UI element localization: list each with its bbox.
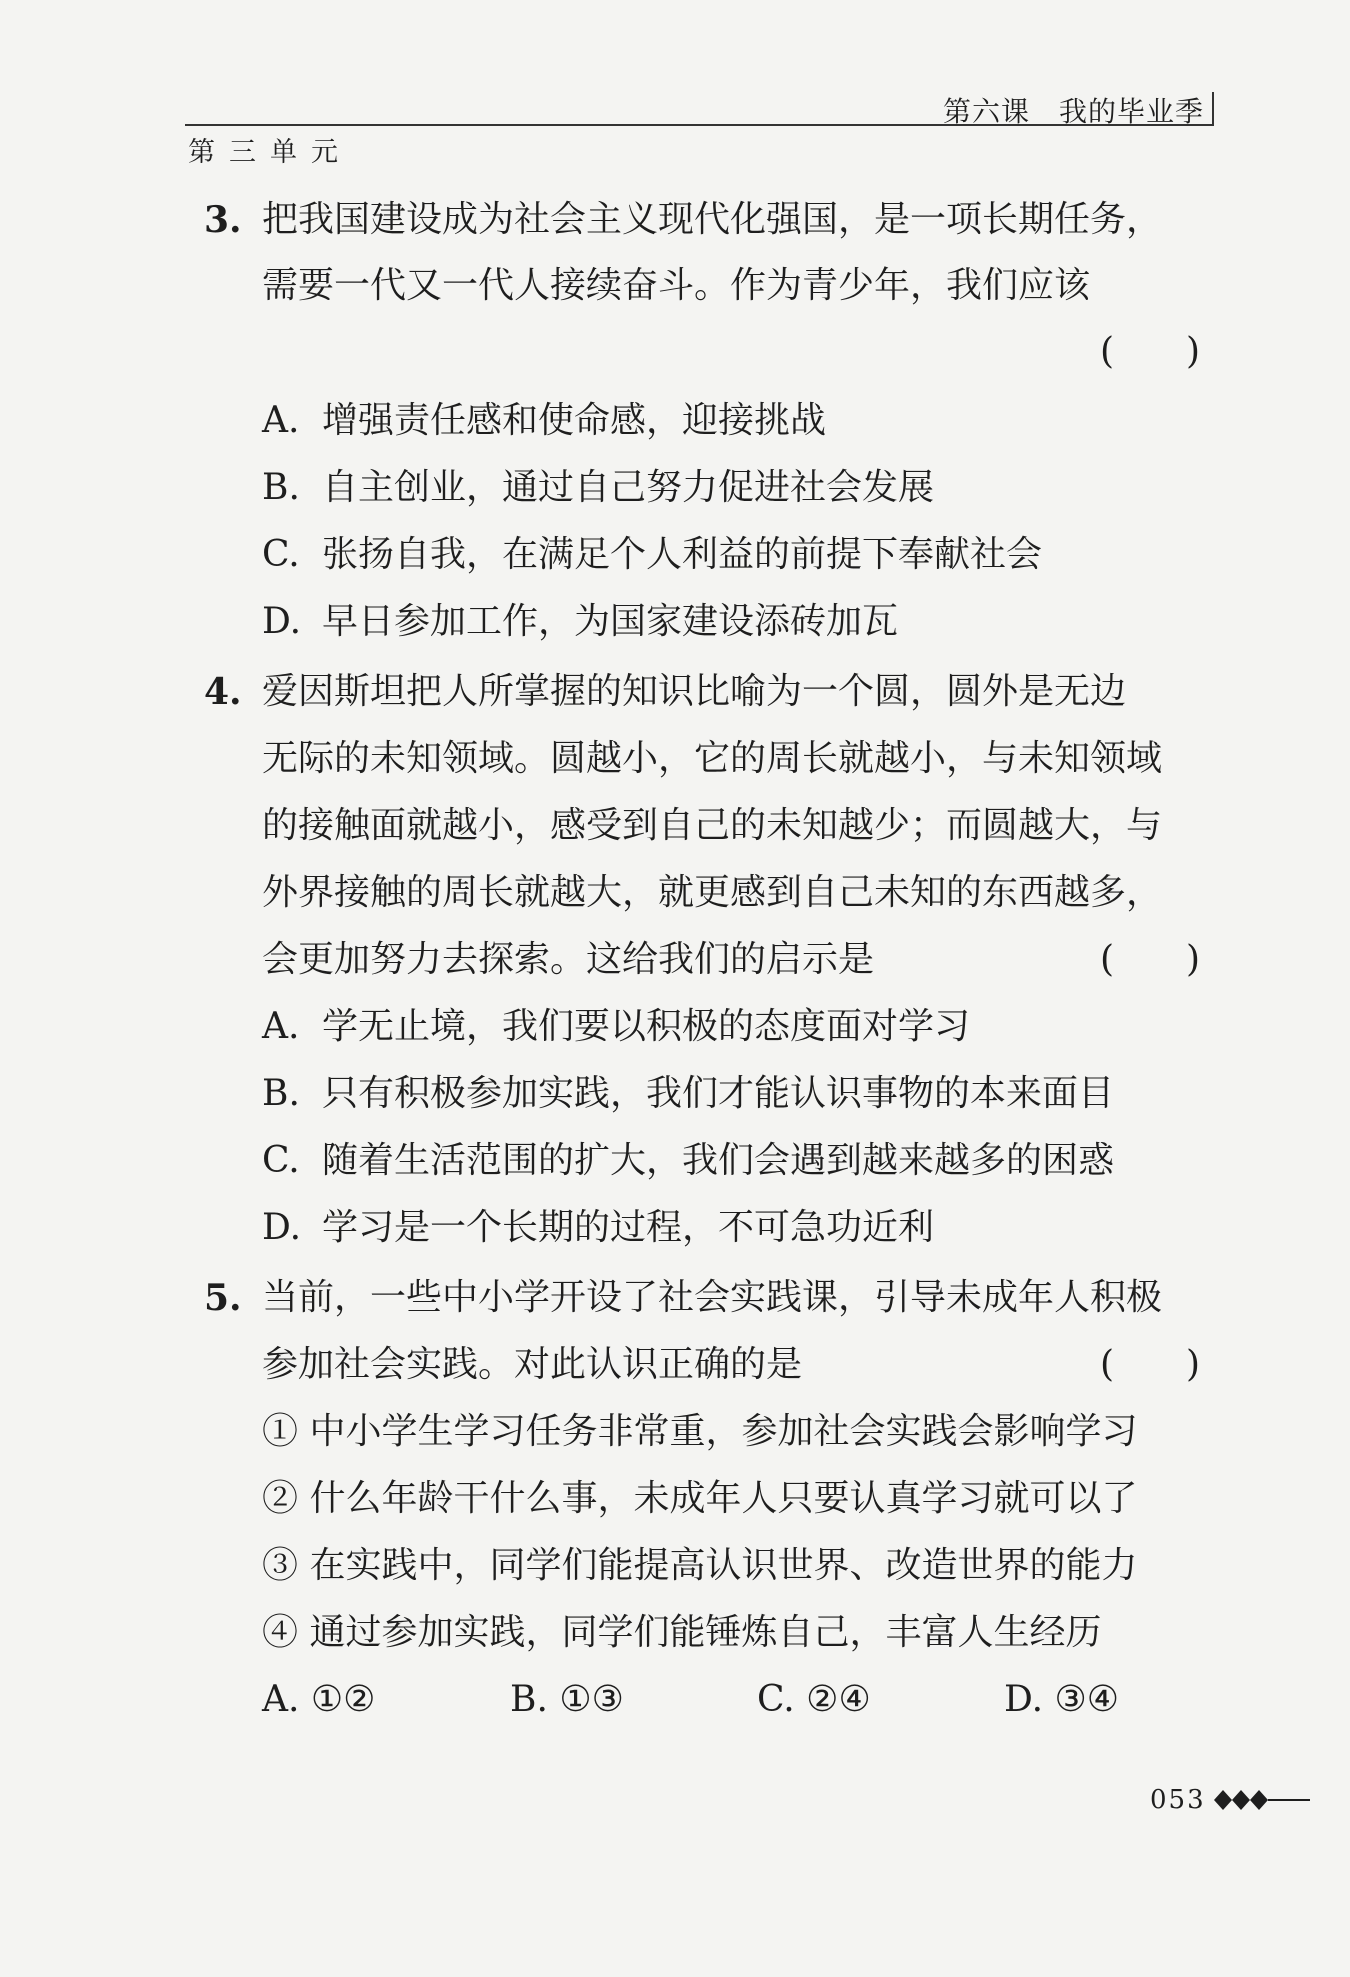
option-a bbox=[262, 1005, 970, 1049]
option-letter: A. bbox=[262, 400, 300, 441]
choice-d bbox=[1004, 1678, 1119, 1722]
page-number: 053 bbox=[1150, 1785, 1206, 1815]
lesson-title: 第六课 我的毕业季 bbox=[942, 95, 1204, 128]
option-b bbox=[262, 1072, 1114, 1116]
choice-text: ③④ bbox=[1054, 1679, 1120, 1720]
option-letter: D. bbox=[262, 1207, 302, 1248]
choice-letter: C. bbox=[757, 1679, 795, 1720]
option-letter: C. bbox=[262, 1140, 300, 1181]
option-text: 自主创业，通过自己努力促进社会发展 bbox=[322, 467, 935, 508]
option-text: 增强责任感和使命感，迎接挑战 bbox=[322, 400, 827, 441]
choice-text: ①② bbox=[310, 1679, 376, 1720]
option-d bbox=[262, 1206, 934, 1250]
unit-label: 第三单元 bbox=[188, 137, 352, 168]
choice-text: ①③ bbox=[559, 1679, 624, 1720]
option-text: 只有积极参加实践，我们才能认识事物的本来面目 bbox=[322, 1073, 1115, 1114]
option-c bbox=[262, 1139, 1114, 1183]
header-divider bbox=[1212, 92, 1214, 126]
option-c bbox=[262, 533, 1042, 577]
question-text-line: 当前，一些中小学开设了社会实践课，引导未成年人积极 bbox=[262, 1277, 1163, 1318]
answer-blank: ( ) bbox=[1100, 1344, 1201, 1385]
option-text: 学习是一个长期的过程，不可急功近利 bbox=[322, 1207, 935, 1248]
answer-blank: ( ) bbox=[1100, 939, 1201, 980]
option-letter: C. bbox=[262, 534, 300, 575]
option-a bbox=[262, 399, 826, 443]
option-text: 随着生活范围的扩大，我们会遇到越来越多的困惑 bbox=[322, 1140, 1115, 1181]
question-text-line: 需要一代又一代人接续奋斗。作为青少年，我们应该 bbox=[262, 265, 1091, 306]
option-d bbox=[262, 600, 898, 644]
question-text-line: 外界接触的周长就越大，就更感到自己未知的东西越多， bbox=[262, 872, 1163, 913]
option-text: 张扬自我，在满足个人利益的前提下奉献社会 bbox=[322, 534, 1043, 575]
option-letter: B. bbox=[262, 1073, 300, 1114]
option-letter: D. bbox=[262, 601, 302, 642]
question-text-line: 的接触面就越小，感受到自己的未知越少；而圆越大，与 bbox=[262, 805, 1163, 846]
option-b bbox=[262, 466, 934, 510]
statement-4: ④ 通过参加实践，同学们能锤炼自己，丰富人生经历 bbox=[262, 1612, 1102, 1653]
option-letter: B. bbox=[262, 467, 300, 508]
choice-c bbox=[757, 1678, 871, 1722]
option-letter: A. bbox=[262, 1006, 300, 1047]
question-number: 5. bbox=[204, 1277, 242, 1319]
question-text-line: 把我国建设成为社会主义现代化强国，是一项长期任务， bbox=[262, 199, 1163, 240]
question-text-line: 无际的未知领域。圆越小，它的周长就越小，与未知领域 bbox=[262, 738, 1163, 779]
question-text-line: 爱因斯坦把人所掌握的知识比喻为一个圆，圆外是无边 bbox=[262, 671, 1127, 712]
answer-blank: ( ) bbox=[1100, 331, 1201, 372]
statement-3: ③ 在实践中，同学们能提高认识世界、改造世界的能力 bbox=[262, 1545, 1138, 1586]
option-text: 早日参加工作，为国家建设添砖加瓦 bbox=[322, 601, 899, 642]
question-text-line: 会更加努力去探索。这给我们的启示是 bbox=[262, 939, 875, 980]
statement-1: ① 中小学生学习任务非常重，参加社会实践会影响学习 bbox=[262, 1411, 1138, 1452]
question-text-line: 参加社会实践。对此认识正确的是 bbox=[262, 1344, 803, 1385]
choice-letter: B. bbox=[510, 1679, 548, 1720]
choice-letter: D. bbox=[1004, 1679, 1044, 1720]
choice-text: ②④ bbox=[806, 1679, 871, 1720]
choice-b bbox=[510, 1678, 624, 1722]
choice-letter: A. bbox=[262, 1679, 300, 1720]
question-number: 4. bbox=[204, 671, 242, 713]
option-text: 学无止境，我们要以积极的态度面对学习 bbox=[322, 1006, 971, 1047]
choice-a bbox=[262, 1678, 375, 1722]
statement-2: ② 什么年龄干什么事，未成年人只要认真学习就可以了 bbox=[262, 1478, 1138, 1519]
question-number: 3. bbox=[204, 199, 242, 241]
diamond-ornament-icon bbox=[1212, 1784, 1312, 1816]
